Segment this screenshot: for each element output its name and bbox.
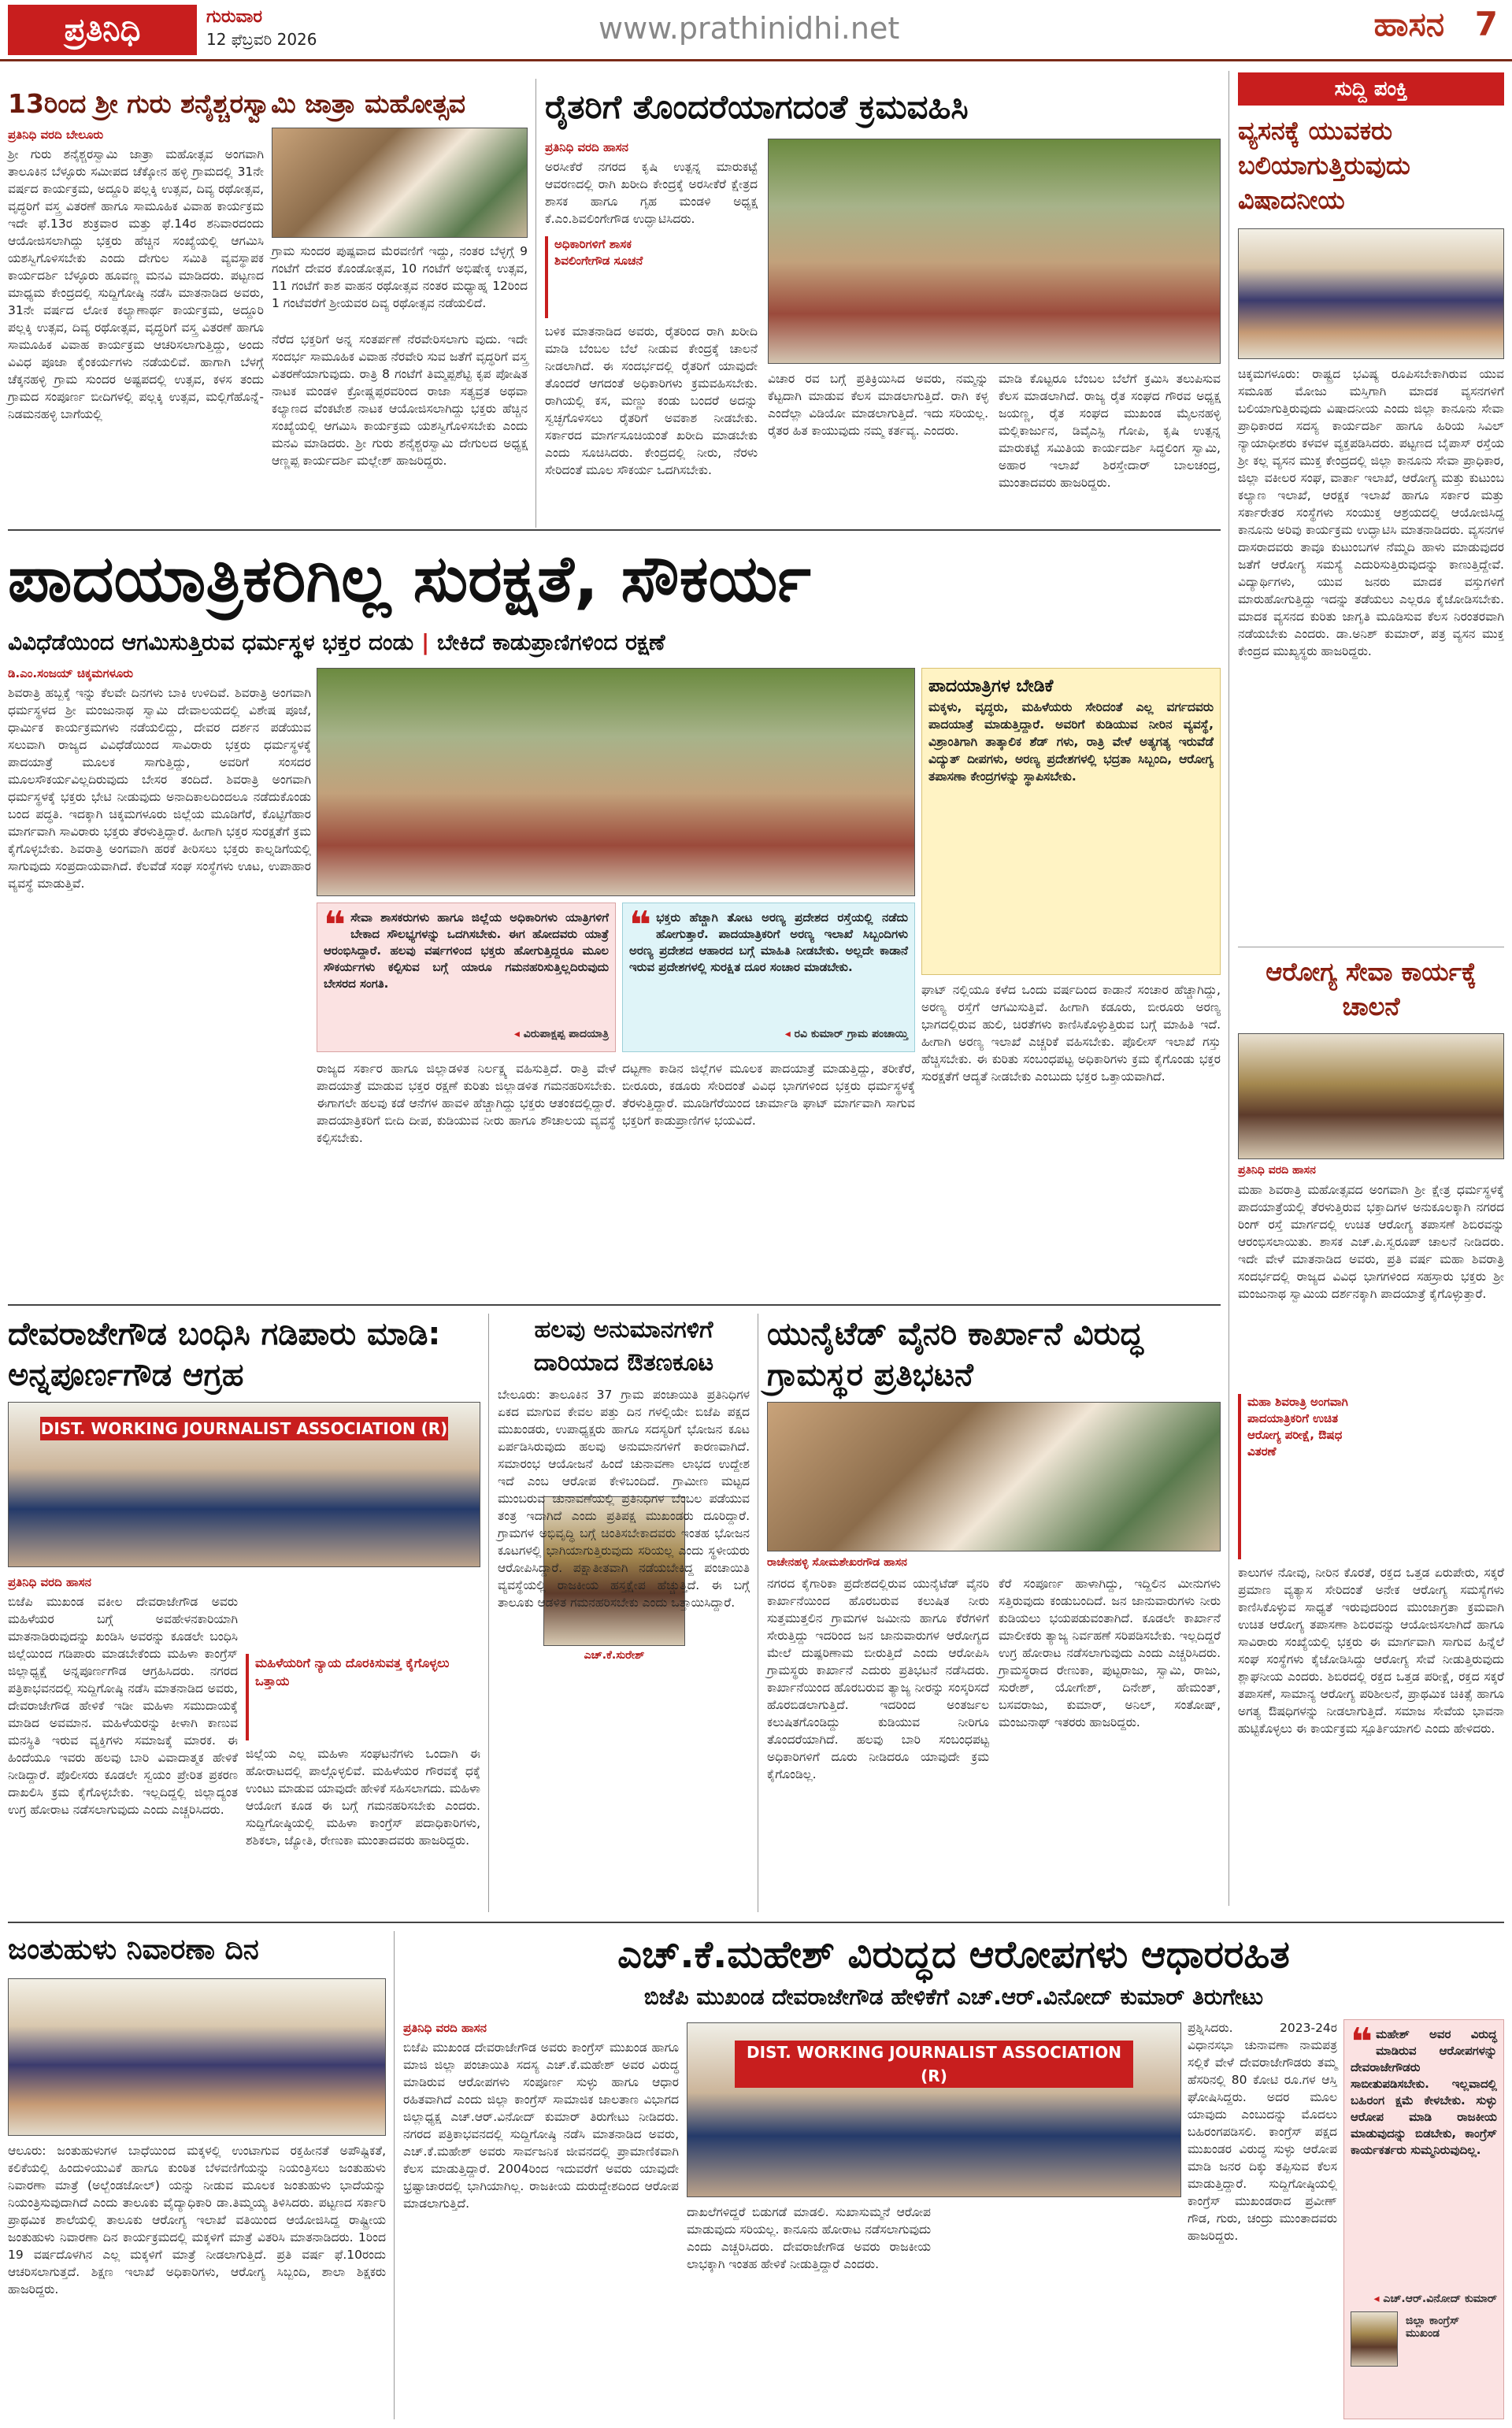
lead-quote1-sig: ◂ ವಿರುಪಾಕ್ಷಪ್ಪ ಪಾದಯಾತ್ರಿ bbox=[324, 1028, 609, 1040]
issue-date-text: 12 ಫೆಬ್ರವರಿ 2026 bbox=[206, 30, 317, 49]
story6-photo bbox=[767, 1402, 1221, 1551]
quote-mark-icon: ❝ bbox=[629, 903, 652, 947]
story8-text-a: ಬಿಜೆಪಿ ಮುಖಂಡ ದೇವರಾಜೇಗೌಡ ಅವರು ಕಾಂಗ್ರೆಸ್ ಮುಖಂಡ ಹಾಗೂ ಮಾಜಿ ಜಿಲ್ಲಾ ಪಂಚಾಯಿತಿ ಸದಸ್ಯ ಎಚ್.ಕೆ.ಮಹೇಶ್ ಅವರ ವಿರುದ್ಧ ಮಾಡಿರುವ ಆರೋಪಗಳು ಸಂಪೂರ್ಣ ಸುಳ್ಳು ಹಾಗೂ ಆಧಾರ ರಹಿತವಾಗಿದೆ ಎಂದು ಜಿಲ್ಲಾ ಕಾಂಗ್ರೆಸ್ ಸಾಮಾಜಿಕ ಜಾಲತಾಣ ವಿಭಾಗದ ಜಿಲ್ಲಾಧ್ಯಕ್ಷ ಎಚ್.ಆರ್.ವಿನೋದ್ ಕುಮಾರ್ ತಿರುಗೇಟು ನೀಡಿದರು. ನಗರದ ಪತ್ರಿಕಾಭವನದಲ್ಲಿ ಸುದ್ದಿಗೋಷ್ಠಿ ನಡೆಸಿ ಮಾತನಾಡಿದ ಅವರು, ಎಚ್.ಕೆ.ಮಹೇಶ್ ಅವರು ಸಾರ್ವಜನಿಕ ಜೀವನದಲ್ಲಿ ಪ್ರಾಮಾಣಿಕವಾಗಿ ಕೆಲಸ ಮಾಡುತ್ತಿದ್ದಾರೆ. 2004ರಿಂದ ಇದುವರೆಗೆ ಅವರು ಯಾವುದೇ ಭ್ರಷ್ಟಾಚಾರದಲ್ಲಿ ಭಾಗಿಯಾಗಿಲ್ಲ. ರಾಜಕೀಯ ದುರುದ್ದೇಶದಿಂದ ಆರೋಪ ಮಾಡಲಾಗುತ್ತಿದೆ. bbox=[403, 2041, 679, 2211]
lead-body-b: ರಾಜ್ಯದ ಸರ್ಕಾರ ಹಾಗೂ ಜಿಲ್ಲಾಡಳಿತ ನಿರ್ಲಕ್ಷ್ಯ ವಹಿಸುತ್ತಿದೆ. ರಾತ್ರಿ ವೇಳೆ ಪಾದಯಾತ್ರೆ ಮಾಡುವ ಭಕ್ತರ ರಕ್ಷಣೆ ಕುರಿತು ಜಿಲ್ಲಾಡಳಿತ ಗಮನಹರಿಸಬೇಕು. ಈಗಾಗಲೇ ಹಲವು ಕಡೆ ಆನೆಗಳ ಹಾವಳಿ ಹೆಚ್ಚಾಗಿದ್ದು ಭಕ್ತರು ಆತಂಕದಲ್ಲಿದ್ದಾರೆ. ಪಾದಯಾತ್ರಿಕರಿಗೆ ಬೀದಿ ದೀಪ, ಕುಡಿಯುವ ನೀರು ಹಾಗೂ ಶೌಚಾಲಯ ವ್ಯವಸ್ಥೆ ಕಲ್ಪಿಸಬೇಕು. bbox=[317, 1062, 616, 1145]
story5-title: ಹಲವು ಅನುಮಾನಗಳಿಗೆ ದಾರಿಯಾದ ಔತಣಕೂಟ bbox=[533, 1316, 714, 1377]
story6-body-b: ಕೆರೆ ಸಂಪೂರ್ಣ ಹಾಳಾಗಿದ್ದು, ಇದ್ದಿಲಿನ ಮೀನುಗಳು ಸತ್ತಿರುವುದು ಕಂಡುಬಂದಿದೆ. ಜನ ಜಾನುವಾರುಗಳು ನೀರು ಕುಡಿಯಲು ಭಯಪಡುವಂತಾಗಿದೆ. ಕೂಡಲೇ ಕಾರ್ಖಾನೆ ಮಾಲೀಕರು ತ್ಯಾಜ್ಯ ನಿರ್ವಹಣೆ ಸರಿಪಡಿಸಬೇಕು. ಇಲ್ಲದಿದ್ದರೆ ಉಗ್ರ ಹೋರಾಟ ನಡೆಸಲಾಗುವುದು ಎಂದು ಎಚ್ಚರಿಸಿದರು. ಗ್ರಾಮಸ್ಥರಾದ ರೇಣುಕಾ, ಪುಟ್ಟರಾಜು, ಸ್ವಾಮಿ, ರಾಜು, ಸುರೇಶ್, ಯೋಗೇಶ್, ದಿನೇಶ್, ಹೇಮಂತ್, ಬಸವರಾಜು, ಕುಮಾರ್, ಅನಿಲ್, ಸಂತೋಷ್, ಮಂಜುನಾಥ್ ಇತರರು ಹಾಜರಿದ್ದರು. bbox=[999, 1577, 1221, 1729]
story7-title: ಜಂತುಹುಳು ನಿವಾರಣಾ ದಿನ bbox=[8, 1933, 259, 1966]
story8-title: ಎಚ್.ಕೆ.ಮಹೇಶ್ ವಿರುದ್ಧದ ಆರೋಪಗಳು ಆಧಾರರಹಿತ bbox=[617, 1933, 1290, 1977]
lead-title: ಪಾದಯಾತ್ರಿಕರಿಗಿಲ್ಲ ಸುರಕ್ಷತೆ, ಸೌಕರ್ಯ bbox=[8, 542, 811, 617]
story8-quote-photo bbox=[1351, 2311, 1398, 2367]
story2-body-a bbox=[545, 139, 758, 230]
story5-body-b bbox=[498, 1670, 750, 1912]
lead-body-a bbox=[8, 665, 311, 1295]
story2-body-d: ಮಾಡಿ ಕೊಟ್ಟರೂ ಬೆಂಬಲ ಬೆಲೆಗೆ ಕ್ರಮಿಸಿ ತಲುಪಿಸುವ ಕೆಲಸ ಮಾಡಲಾಗಿದೆ. ರಾಜ್ಯ ರೈತ ಸಂಘದ ಗೌರವ ಅಧ್ಯಕ್ಷ ಜಯಣ್ಣ, ರೈತ ಸಂಘದ ಮುಖಂಡ ಮೈಲನಹಳ್ಳಿ ಮಲ್ಲಿಕಾರ್ಜುನ, ಡಿವೈಎಸ್ಪಿ ಗೋಪಿ, ಕೃಷಿ ಉತ್ಪನ್ನ ಮಾರುಕಟ್ಟೆ ಸಮಿತಿಯ ಕಾರ್ಯದರ್ಶಿ ಸಿದ್ಧಲಿಂಗ ಸ್ವಾಮಿ, ಅಹಾರ ಇಲಾಖೆ ಶಿರಸ್ತೇದಾರ್ ಬಾಲಚಂದ್ರ, ಮುಂತಾದವರು ಹಾಜರಿದ್ದರು. bbox=[999, 372, 1221, 490]
sidebar-pull-quote: ಮಹಾ ಶಿವರಾತ್ರಿ ಅಂಗವಾಗಿ ಪಾದಯಾತ್ರಿಕರಿಗೆ ಉಚಿತ ಆರೋಗ್ಯ ಪರೀಕ್ಷೆ, ಔಷಧ ವಿತರಣೆ bbox=[1238, 1394, 1356, 1559]
sidebar-heading: ಸುದ್ದಿ ಪಂಕ್ತಿ bbox=[1238, 72, 1504, 106]
story8-quote-role: ಜಿಲ್ಲಾ ಕಾಂಗ್ರೆಸ್ ಮುಖಂಡ bbox=[1406, 2315, 1460, 2340]
lead-demands-box bbox=[921, 668, 1221, 975]
story2-title: ರೈತರಿಗೆ ತೊಂದರೆಯಾಗದಂತೆ ಕ್ರಮವಹಿಸಿ bbox=[545, 87, 969, 126]
sidebar-caption2: ಪ್ರತಿನಿಧಿ ವರದಿ ಹಾಸನ bbox=[1238, 1164, 1316, 1177]
story8-body-a bbox=[403, 2019, 679, 2419]
story1-body-left bbox=[8, 126, 264, 520]
lead-demands-body: ಮಕ್ಕಳು, ವೃದ್ಧರು, ಮಹಿಳೆಯರು ಸೇರಿದಂತೆ ಎಲ್ಲ ವರ್ಗದವರು ಪಾದಯಾತ್ರೆ ಮಾಡುತ್ತಿದ್ದಾರೆ. ಅವರಿಗೆ ಕುಡಿಯುವ ನೀರಿನ ವ್ಯವಸ್ಥೆ, ವಿಶ್ರಾಂತಿಗಾಗಿ ತಾತ್ಕಾಲಿಕ ಶೆಡ್ ಗಳು, ರಾತ್ರಿ ವೇಳೆ ಅತ್ಯಗತ್ಯ ಇರುವೆಡೆ ವಿದ್ಯುತ್ ದೀಪಗಳು, ಅರಣ್ಯ ಪ್ರದೇಶಗಳಲ್ಲಿ ಭದ್ರತಾ ಸಿಬ್ಬಂದಿ, ಆರೋಗ್ಯ ತಪಾಸಣಾ ಕೇಂದ್ರಗಳನ್ನು ಸ್ಥಾಪಿಸಬೇಕು. bbox=[928, 700, 1214, 784]
lead-quote2: ಭಕ್ತರು ಹೆಚ್ಚಾಗಿ ತೋಟ ಅರಣ್ಯ ಪ್ರದೇಶದ ರಸ್ತೆಯಲ್ಲಿ ನಡೆದು ಹೋಗುತ್ತಾರೆ. ಪಾದಯಾತ್ರಿಕರಿಗೆ ಅರಣ್ಯ ಇಲಾಖೆ ಸಿಬ್ಬಂದಿಗಳು ಅರಣ್ಯ ಪ್ರದೇಶದ ಆಹಾರದ ಬಗ್ಗೆ ಮಾಹಿತಿ ನೀಡಬೇಕು. ಅಲ್ಲದೇ ಕಾಡಾನೆ ಇರುವ ಪ್ರದೇಶಗಳಲ್ಲಿ ಸುರಕ್ಷಿತ ದೂರ ಸಂಚಾರ ಮಾಡಬೇಕು. bbox=[629, 910, 908, 974]
lead-quote2-box bbox=[622, 903, 915, 1052]
lead-quote1-box bbox=[317, 903, 616, 1052]
story2-body-b: ಬಳಿಕ ಮಾತನಾಡಿದ ಅವರು, ರೈತರಿಂದ ರಾಗಿ ಖರೀದಿ ಮಾಡಿ ಬೆಂಬಲ ಬೆಲೆ ನೀಡುವ ಕೇಂದ್ರಕ್ಕೆ ಚಾಲನೆ ನೀಡಲಾಗಿದೆ. ಈ ಸಂದರ್ಭದಲ್ಲಿ ರೈತರಿಗೆ ಯಾವುದೇ ತೊಂದರೆ ಆಗದಂತೆ ಅಧಿಕಾರಿಗಳು ಕ್ರಮವಹಿಸಬೇಕು. ರಾಗಿಯಲ್ಲಿ ಕಸ, ಮಣ್ಣು ಕಂಡು ಬಂದರೆ ಅದನ್ನು ಸ್ವಚ್ಛಗೊಳಿಸಲು ರೈತರಿಗೆ ಅವಕಾಶ ನೀಡಬೇಕು. ಸರ್ಕಾರದ ಮಾರ್ಗಸೂಚಿಯಂತೆ ಖರೀದಿ ಮಾಡಬೇಕು ಎಂದು ಸೂಚಿಸಿದರು. ಕೇಂದ್ರದಲ್ಲಿ ನೀರು, ನೆರಳು ಸೇರಿದಂತೆ ಮೂಲ ಸೌಕರ್ಯ ಒದಗಿಸಬೇಕು. bbox=[545, 324, 758, 477]
issue-date bbox=[206, 6, 317, 50]
lead-demands-title: ಪಾದಯಾತ್ರಿಗಳ ಬೇಡಿಕೆ bbox=[928, 677, 1054, 696]
story5-body: ಬೇಲೂರು: ತಾಲೂಕಿನ 37 ಗ್ರಾಮ ಪಂಚಾಯಿತಿ ಪ್ರತಿನಿಧಿಗಳ ಏಕದ ಮಾಗುವ ಕೇವಲ ಪತ್ತು ದಿನ ಗಳಲ್ಲಿಯೇ ಬಿಜೆಪಿ ಪಕ್ಷದ ಮುಖಂಡರು, ಉಪಾಧ್ಯಕ್ಷರು ಹಾಗೂ ಸದಸ್ಯರಿಗೆ ಭೋಜನ ಕೂಟ ಏರ್ಪಡಿಸಿರುವುದು ಹಲವು ಅನುಮಾನಗಳಿಗೆ ಕಾರಣವಾಗಿದೆ. ಸಮಾರಂಭ ಆಯೋಜನೆ ಹಿಂದೆ ಚುನಾವಣಾ ಲಾಭದ ಉದ್ದೇಶ ಇದೆ ಎಂಬ ಆರೋಪ ಕೇಳಿಬಂದಿದೆ. ಗ್ರಾಮೀಣ ಮಟ್ಟದ ಮುಂಬರುವ ಚುನಾವಣೆಯಲ್ಲಿ ಪ್ರತಿನಿಧಿಗಳ ಬೆಂಬಲ ಪಡೆಯುವ ತಂತ್ರ ಇದಾಗಿದೆ ಎಂದು ಪ್ರತಿಪಕ್ಷ ಮುಖಂಡರು ದೂರಿದ್ದಾರೆ. ಗ್ರಾಮಗಳ ಅಭಿವೃದ್ಧಿ ಬಗ್ಗೆ ಚಿಂತಿಸಬೇಕಾದವರು ಇಂತಹ ಭೋಜನ ಕೂಟಗಳಲ್ಲಿ ಭಾಗಿಯಾಗುತ್ತಿರುವುದು ಸರಿಯಲ್ಲ ಎಂದು ಸ್ಥಳೀಯರು ಆರೋಪಿಸಿದ್ದಾರೆ. ಪಕ್ಷಾತೀತವಾಗಿ ನಡೆಯಬೇಕಿದ್ದ ಪಂಚಾಯಿತಿ ವ್ಯವಸ್ಥೆಯಲ್ಲಿ ರಾಜಕೀಯ ಹಸ್ತಕ್ಷೇಪ ಹೆಚ್ಚುತ್ತಿದೆ. ಈ ಬಗ್ಗೆ ತಾಲೂಕು ಆಡಳಿತ ಗಮನಹರಿಸಬೇಕು ಎಂದು ಒತ್ತಾಯಿಸಿದ್ದಾರೆ. bbox=[498, 1388, 750, 1610]
sidebar-photo1 bbox=[1238, 228, 1504, 359]
story8-body-b: ದಾಖಲೆಗಳಿದ್ದರೆ ಬಿಡುಗಡೆ ಮಾಡಲಿ. ಸುಖಾಸುಮ್ಮನೆ ಆರೋಪ ಮಾಡುವುದು ಸರಿಯಲ್ಲ. ಕಾನೂನು ಹೋರಾಟ ನಡೆಸಲಾಗುವುದು ಎಂದು ಎಚ್ಚರಿಸಿದರು. ದೇವರಾಜೇಗೌಡ ಅವರು ರಾಜಕೀಯ ಲಾಭಕ್ಕಾಗಿ ಇಂತಹ ಹೇಳಿಕೆ ನೀಡುತ್ತಿದ್ದಾರೆ ಎಂದರು. bbox=[687, 2205, 931, 2271]
story2-byline: ಪ್ರತಿನಿಧಿ ವರದಿ ಹಾಸನ bbox=[545, 140, 628, 154]
website-url[interactable]: www.prathinidhi.net bbox=[598, 11, 900, 46]
story8-body-b2 bbox=[937, 2204, 1181, 2419]
story8-quote: ಮಹೇಶ್ ಅವರ ವಿರುದ್ಧ ಮಾಡಿರುವ ಆರೋಪಗಳನ್ನು ದೇವರಾಜೇಗೌಡರು ಸಾಬೀತುಪಡಿಸಬೇಕು. ಇಲ್ಲವಾದಲ್ಲಿ ಬಹಿರಂಗ ಕ್ಷಮೆ ಕೇಳಬೇಕು. ಸುಳ್ಳು ಆರೋಪ ಮಾಡಿ ರಾಜಕೀಯ ಮಾಡುವುದನ್ನು ಬಿಡಬೇಕು, ಕಾಂಗ್ರೆಸ್ ಕಾರ್ಯಕರ್ತರು ಸುಮ್ಮನಿರುವುದಿಲ್ಲ. bbox=[1351, 2027, 1497, 2157]
story4-title: ದೇವರಾಜೇಗೌಡ ಬಂಧಿಸಿ ಗಡಿಪಾರು ಮಾಡಿ: ಅನ್ನಪೂರ್ಣಗೌಡ ಆಗ್ರಹ bbox=[8, 1316, 441, 1393]
page-label bbox=[1374, 5, 1498, 44]
column-divider-4 bbox=[394, 1931, 395, 2419]
story1-photo bbox=[272, 128, 528, 238]
sidebar-body3: ಕಾಲುಗಳ ನೋವು, ನೀರಿನ ಕೊರತೆ, ರಕ್ತದ ಒತ್ತಡ ಏರುಪೇರು, ಸಕ್ಕರೆ ಪ್ರಮಾಣ ವ್ಯತ್ಯಾಸ ಸೇರಿದಂತೆ ಅನೇಕ ಆರೋಗ್ಯ ಸಮಸ್ಯೆಗಳು ಕಾಣಿಸಿಕೊಳ್ಳುವ ಸಾಧ್ಯತೆ ಇರುವುದರಿಂದ ಮುಂಜಾಗ್ರತಾ ಕ್ರಮವಾಗಿ ಉಚಿತ ಆರೋಗ್ಯ ತಪಾಸಣಾ ಶಿಬಿರವನ್ನು ಆಯೋಜಿಸಲಾಗಿದೆ ಹಾಗೂ ಸಾವಿರಾರು ಸಂಖ್ಯೆಯಲ್ಲಿ ಭಕ್ತರು ಈ ಮಾರ್ಗವಾಗಿ ಸಾಗುವ ಹಿನ್ನೆಲೆ ಸಂಘ ಸಂಸ್ಥೆಗಳು ಕೈಜೋಡಿಸಿದ್ದು ಆರೋಗ್ಯ ಸೇವೆ ನೀಡುತ್ತಿರುವುದು ಶ್ಲಾಘನೀಯ ಎಂದರು. ಶಿಬಿರದಲ್ಲಿ ರಕ್ತದ ಒತ್ತಡ ಪರೀಕ್ಷೆ, ರಕ್ತದ ಸಕ್ಕರೆ ತಪಾಸಣೆ, ಸಾಮಾನ್ಯ ಆರೋಗ್ಯ ಪರಿಶೀಲನೆ, ಪ್ರಾಥಮಿಕ ಚಿಕಿತ್ಸೆ ಹಾಗೂ ಅಗತ್ಯ ಔಷಧಿಗಳನ್ನು ನೀಡಲಾಗುತ್ತಿದೆ. ಸಮಾಜ ಸೇವೆಯ ಭಾವನಾ ಹುಟ್ಟಿಕೊಳ್ಳಲು ಈ ಕಾರ್ಯಕ್ರಮ ಸ್ಪೂರ್ತಿಯಾಗಲಿ ಎಂದು ಹೇಳಿದರು. bbox=[1238, 1566, 1504, 1736]
quote-mark-icon: ❝ bbox=[324, 903, 346, 947]
story7-body: ಆಲೂರು: ಜಂತುಹುಳುಗಳ ಬಾಧೆಯಿಂದ ಮಕ್ಕಳಲ್ಲಿ ಉಂಟಾಗುವ ರಕ್ತಹೀನತೆ ಅಪೌಷ್ಟಿಕತೆ, ಕಲಿಕೆಯಲ್ಲಿ ಹಿಂದುಳಿಯುವಿಕೆ ಹಾಗೂ ಕುಂಠಿತ ಬೆಳವಣಿಗೆಯನ್ನು ನಿಯಂತ್ರಿಸಲು ಜಂತುಹುಳು ನಿವಾರಣಾ ಮಾತ್ರೆ (ಅಲ್ಬೆಂಡಜೋಲ್) ಯನ್ನು ನೀಡುವ ಮೂಲಕ ಜಂತುಹುಳು ಭಾದೆಯನ್ನು ನಿಯಂತ್ರಿಸುವುದಾಗಿದೆ ಎಂದು ತಾಲೂಕು ವೈದ್ಯಾಧಿಕಾರಿ ಡಾ.ತಿಮ್ಮಯ್ಯ ತಿಳಿಸಿದರು. ಪಟ್ಟಣದ ಸರ್ಕಾರಿ ಪ್ರಾಥಮಿಕ ಶಾಲೆಯಲ್ಲಿ ತಾಲೂಕು ಆರೋಗ್ಯ ಇಲಾಖೆ ವತಿಯಿಂದ ಆಯೋಜಿಸಿದ್ದ ರಾಷ್ಟ್ರೀಯ ಜಂತುಹುಳು ನಿವಾರಣಾ ದಿನ ಕಾರ್ಯಕ್ರಮದಲ್ಲಿ ಮಕ್ಕಳಿಗೆ ಮಾತ್ರೆ ವಿತರಿಸಿ ಮಾತನಾಡಿದರು. 1ರಿಂದ 19 ವರ್ಷದೊಳಗಿನ ಎಲ್ಲ ಮಕ್ಕಳಿಗೆ ಮಾತ್ರೆ ನೀಡಲಾಗುತ್ತಿದೆ. ಪ್ರತಿ ವರ್ಷ ಫೆ.10ರಂದು ಆಚರಿಸಲಾಗುತ್ತದೆ. ಶಿಕ್ಷಣ ಇಲಾಖೆ ಅಧಿಕಾರಿಗಳು, ಆರೋಗ್ಯ ಸಿಬ್ಬಂದಿ, ಶಾಲಾ ಶಿಕ್ಷಕರು ಹಾಜರಿದ್ದರು. bbox=[8, 2144, 386, 2296]
lead-photo bbox=[317, 668, 915, 896]
lead-top-rule bbox=[8, 529, 1221, 531]
story5-caption: ಎಚ್.ಕೆ.ಸುರೇಶ್ bbox=[584, 1649, 645, 1662]
page-number: 7 bbox=[1474, 5, 1498, 43]
story2-photo bbox=[768, 139, 1221, 364]
story4-byline: ಪ್ರತಿನಿಧಿ ವರದಿ ಹಾಸನ bbox=[8, 1575, 91, 1589]
sidebar-divider bbox=[1228, 71, 1229, 1906]
story1-body-right-a: ಗ್ರಾಮ ಸುಂದರ ಪುಷ್ಪವಾದ ಮೆರವಣಿಗೆ ಇದ್ದು, ನಂತರ ಬೆಳ್ಳಗ್ಗೆ 9 ಗಂಟೆಗೆ ದೇವರ ಕೊಂಡೋತ್ಸವ, 10 ಗಂಟೆಗೆ ಅಭಿಷೇಕ್ಕ ಉತ್ಸವ, 11 ಗಂಟೆಗೆ ಕಾಶ ವಾಹನ ರಥೋತ್ಸವ ನಂತರ ಮಧ್ಯಾಹ್ನ 12ರಿಂದ 1 ಗಂಟೆವರೆಗೆ ಶ್ರೀಯವರ ದಿವ್ಯ ರಥೋತ್ಸವ ನಡೆಯಲಿದೆ. bbox=[272, 244, 528, 310]
issue-day: ಗುರುವಾರ bbox=[206, 7, 263, 27]
story8-quote-sig: ◂ ಎಚ್.ಆರ್.ವಿನೋದ್ ಕುಮಾರ್ bbox=[1351, 2293, 1497, 2305]
story1-title: 13ರಿಂದ ಶ್ರೀ ಗುರು ಶನೈಶ್ಚರಸ್ವಾಮಿ ಜಾತ್ರಾ ಮಹೋತ್ಸವ bbox=[8, 88, 466, 119]
story8-body-c: ಪ್ರಶ್ನಿಸಿದರು. 2023-24ರ ವಿಧಾನಸಭಾ ಚುನಾವಣಾ ನಾಮಪತ್ರ ಸಲ್ಲಿಕೆ ವೇಳೆ ದೇವರಾಜೇಗೌಡರು ತಮ್ಮ ಹೆಸರಿನಲ್ಲಿ 80 ಕೋಟಿ ರೂ.ಗಳ ಆಸ್ತಿ ಘೋಷಿಸಿದ್ದರು. ಅದರ ಮೂಲ ಯಾವುದು ಎಂಬುದನ್ನು ಮೊದಲು ಬಹಿರಂಗಪಡಿಸಲಿ. ಕಾಂಗ್ರೆಸ್ ಪಕ್ಷದ ಮುಖಂಡರ ವಿರುದ್ಧ ಸುಳ್ಳು ಆರೋಪ ಮಾಡಿ ಜನರ ದಿಕ್ಕು ತಪ್ಪಿಸುವ ಕೆಲಸ ಮಾಡುತ್ತಿದ್ದಾರೆ. ಸುದ್ದಿಗೋಷ್ಠಿಯಲ್ಲಿ ಕಾಂಗ್ರೆಸ್ ಮುಖಂಡರಾದ ಪ್ರವೀಣ್ ಗೌಡ, ಗುರು, ಚಂದ್ರು ಮುಂತಾದವರು ಹಾಜರಿದ್ದರು. bbox=[1188, 2021, 1337, 2243]
lead-subtitle-sep: | bbox=[421, 629, 430, 655]
sidebar-photo2 bbox=[1238, 1033, 1504, 1159]
story4-banner: DIST. WORKING JOURNALIST ASSOCIATION (R) bbox=[40, 1417, 448, 1440]
story4-pull-quote: ಮಹಿಳೆಯರಿಗೆ ನ್ಯಾಯ ದೊರಕಿಸುವತ್ತ ಕೈಗೊಳ್ಳಲು ಒತ್ತಾಯ bbox=[246, 1654, 480, 1740]
lead-body-d: ಘಾಟ್ ನಲ್ಲಿಯೂ ಕಳೆದ ಒಂದು ವರ್ಷದಿಂದ ಕಾಡಾನೆ ಸಂಚಾರ ಹೆಚ್ಚಾಗಿದ್ದು, ಅರಣ್ಯ ರಸ್ತೆಗೆ ಆಗಮಿಸುತ್ತಿವೆ. ಹೀಗಾಗಿ ಕಡೂರು, ಬೀರೂರು ಅರಣ್ಯ ಭಾಗದಲ್ಲಿರುವ ಹುಲಿ, ಚಿರತೆಗಳು ಕಾಣಿಸಿಕೊಳ್ಳುತ್ತಿರುವ ಬಗ್ಗೆ ಮಾಹಿತಿ ಇದೆ. ಹೀಗಾಗಿ ಅರಣ್ಯ ಇಲಾಖೆ ಎಚ್ಚರಿಕೆ ವಹಿಸಬೇಕು. ಪೊಲೀಸ್ ಇಲಾಖೆ ಗಸ್ತು ಹೆಚ್ಚಿಸಬೇಕು. ಈ ಕುರಿತು ಸಂಬಂಧಪಟ್ಟ ಅಧಿಕಾರಿಗಳು ಕ್ರಮ ಕೈಗೊಂಡು ಭಕ್ತರ ಸುರಕ್ಷತೆಗೆ ಆದ್ಯತೆ ನೀಡಬೇಕು ಎಂಬುದು ಭಕ್ತರ ಒತ್ತಾಯವಾಗಿದೆ. bbox=[921, 983, 1221, 1084]
story8-subtitle: ಬಿಜೆಪಿ ಮುಖಂಡ ದೇವರಾಜೇಗೌಡ ಹೇಳಿಕೆಗೆ ಎಚ್.ಆರ್.ವಿನೋದ್ ಕುಮಾರ್ ತಿರುಗೇಟು bbox=[643, 1984, 1264, 2010]
lead-byline: ಡಿ.ಎಂ.ಸಂಜಯ್ ಚಿಕ್ಕಮಗಳೂರು bbox=[8, 666, 134, 680]
story2-text-a: ಅರಸೀಕೆರೆ ನಗರದ ಕೃಷಿ ಉತ್ಪನ್ನ ಮಾರುಕಟ್ಟೆ ಆವರಣದಲ್ಲಿ ರಾಗಿ ಖರೀದಿ ಕೇಂದ್ರಕ್ಕೆ ಅರಸೀಕೆರೆ ಕ್ಷೇತ್ರದ ಶಾಸಕ ಹಾಗೂ ಗೃಹ ಮಂಡಳಿ ಅಧ್ಯಕ್ಷ ಕೆ.ಎಂ.ಶಿವಲಿಂಗೇಗೌಡ ಉದ್ಘಾಟಿಸಿದರು. bbox=[545, 160, 758, 226]
story4-text: ಬಿಜೆಪಿ ಮುಖಂಡ ವಕೀಲ ದೇವರಾಜೇಗೌಡ ಅವರು ಮಹಿಳೆಯರ ಬಗ್ಗೆ ಅವಹೇಳನಕಾರಿಯಾಗಿ ಮಾತನಾಡಿರುವುದನ್ನು ಖಂಡಿಸಿ ಅವರನ್ನು ಕೂಡಲೇ ಬಂಧಿಸಿ ಜಿಲ್ಲೆಯಿಂದ ಗಡಿಪಾರು ಮಾಡಬೇಕೆಂದು ಮಹಿಳಾ ಕಾಂಗ್ರೆಸ್ ಜಿಲ್ಲಾಧ್ಯಕ್ಷೆ ಅನ್ನಪೂರ್ಣಗೌಡ ಆಗ್ರಹಿಸಿದರು. ನಗರದ ಪತ್ರಿಕಾಭವನದಲ್ಲಿ ಸುದ್ದಿಗೋಷ್ಠಿ ನಡೆಸಿ ಮಾತನಾಡಿದ ಅವರು, ದೇವರಾಜೇಗೌಡ ಹೇಳಿಕೆ ಇಡೀ ಮಹಿಳಾ ಸಮುದಾಯಕ್ಕೆ ಮಾಡಿದ ಅವಮಾನ. ಮಹಿಳೆಯರನ್ನು ಕೀಳಾಗಿ ಕಾಣುವ ಮನಸ್ಥಿತಿ ಇರುವ ವ್ಯಕ್ತಿಗಳು ಸಮಾಜಕ್ಕೆ ಮಾರಕ. ಈ ಹಿಂದೆಯೂ ಇವರು ಹಲವು ಬಾರಿ ವಿವಾದಾತ್ಮಕ ಹೇಳಿಕೆ ನೀಡಿದ್ದಾರೆ. ಪೊಲೀಸರು ಕೂಡಲೇ ಸ್ವಯಂ ಪ್ರೇರಿತ ಪ್ರಕರಣ ದಾಖಲಿಸಿ ಕ್ರಮ ಕೈಗೊಳ್ಳಬೇಕು. ಇಲ್ಲದಿದ್ದಲ್ಲಿ ಜಿಲ್ಲಾದ್ಯಂತ ಉಗ್ರ ಹೋರಾಟ ನಡೆಸಲಾಗುವುದು ಎಂದು ಎಚ್ಚರಿಸಿದರು. bbox=[8, 1595, 238, 1817]
city-name: ಹಾಸನ bbox=[1373, 5, 1445, 43]
story8-photo bbox=[687, 2022, 1181, 2197]
story1-body-right-b: ನೆರೆದ ಭಕ್ತರಿಗೆ ಅನ್ನ ಸಂತರ್ಪಣೆ ನೆರವೇರಿಸಲಾಗು ವುದು. ಇದೇ ಸಂದರ್ಭ ಸಾಮೂಹಿಕ ವಿವಾಹ ನೆರವೇರಿ ಸುವ ಜತೆಗೆ ವೃದ್ಧರಿಗೆ ವಸ್ತ್ರ ವಿತರಣೆಯಾಗುವುದು. ರಾತ್ರಿ 8 ಗಂಟೆಗೆ ತಿಮ್ಮಪ್ಪಶೆಟ್ಟಿ ಕೃಪ ಪೋಷಿತ ನಾಟಕ ಮಂಡಳಿ ಕ್ರೋಷ್ಣಪ್ಪರವರಿಂದ ರಾಜಾ ಸತ್ಯವ್ರತ ಅಥವಾ ಕಲ್ಯಾಣದ ವೆಂಕಟೇಶ ನಾಟಕ ಆಯೋಜಿಸಲಾಗಿದ್ದು ಭಕ್ತರು ಹೆಚ್ಚಿನ ಸಂಖ್ಯೆಯಲ್ಲಿ ಆಗಮಿಸಿ ಕಾರ್ಯಕ್ರಮ ಯಶಸ್ವಿಗೊಳಿಸಬೇಕು ಎಂದು ಮನವಿ ಮಾಡಿದರು. ಶ್ರೀ ಗುರು ಶನೈಶ್ಚರಸ್ವಾಮಿ ದೇಗುಲದ ಅಧ್ಯಕ್ಷ ಆಣ್ಣಪ್ಪ ಕಾರ್ಯದರ್ಶಿ ಮಲ್ಲೇಶ್ ಹಾಜರಿದ್ದರು. bbox=[272, 332, 528, 468]
story6-title: ಯುನೈಟೆಡ್ ವೈನರಿ ಕಾರ್ಖಾನೆ ವಿರುದ್ಧ ಗ್ರಾಮಸ್ಥರ ಪ್ರತಿಭಟನೆ bbox=[767, 1316, 1143, 1393]
lead-body-c: ದಟ್ಟಣಾ ಕಾಡಿನ ಜಿಲ್ಲೆಗಳ ಮೂಲಕ ಪಾದಯಾತ್ರೆ ಮಾಡುತ್ತಿದ್ದು, ತರೀಕೆರೆ, ಬೀರೂರು, ಕಡೂರು ಸೇರಿದಂತೆ ವಿವಿಧ ಭಾಗಗಳಿಂದ ಭಕ್ತರು ಧರ್ಮಸ್ಥಳಕ್ಕೆ ತೆರಳುತ್ತಿದ್ದಾರೆ. ಮೂಡಿಗೆರೆಯಿಂದ ಚಾರ್ಮಾಡಿ ಘಾಟ್ ಮಾರ್ಗವಾಗಿ ಸಾಗುವ ಭಕ್ತರಿಗೆ ಕಾಡುಪ್ರಾಣಿಗಳ ಭಯವಿದೆ. bbox=[622, 1062, 915, 1128]
story1-byline: ಪ್ರತಿನಿಧಿ ವರದಿ ಬೇಲೂರು bbox=[8, 128, 104, 142]
lead-quote2-sig: ◂ ರವಿ ಕುಮಾರ್ ಗ್ರಾಮ ಪಂಚಾಯ್ತಿ bbox=[629, 1028, 908, 1040]
story2-pull-quote: ಅಧಿಕಾರಿಗಳಿಗೆ ಶಾಸಕ ಶಿವಲಿಂಗೇಗೌಡ ಸೂಚನೆ bbox=[545, 236, 655, 318]
story6-body: ನಗರದ ಕೈಗಾರಿಕಾ ಪ್ರದೇಶದಲ್ಲಿರುವ ಯುನೈಟೆಡ್ ವೈನರಿ ಕಾರ್ಖಾನೆಯಿಂದ ಹೊರಬರುವ ಕಲುಷಿತ ನೀರು ಸುತ್ತಮುತ್ತಲಿನ ಗ್ರಾಮಗಳ ಜಮೀನು ಹಾಗೂ ಕೆರೆಗಳಿಗೆ ಸೇರುತ್ತಿದ್ದು ಇದರಿಂದ ಜನ ಜಾನುವಾರುಗಳ ಆರೋಗ್ಯದ ಮೇಲೆ ದುಷ್ಪರಿಣಾಮ ಬೀರುತ್ತಿದೆ ಎಂದು ಆರೋಪಿಸಿ ಗ್ರಾಮಸ್ಥರು ಕಾರ್ಖಾನೆ ಎದುರು ಪ್ರತಿಭಟನೆ ನಡೆಸಿದರು. ಕಾರ್ಖಾನೆಯಿಂದ ಹೊರಬರುವ ತ್ಯಾಜ್ಯ ನೀರನ್ನು ಸಂಸ್ಕರಿಸದೆ ಹೊರಬಿಡಲಾಗುತ್ತಿದೆ. ಇದರಿಂದ ಅಂತರ್ಜಲ ಕಲುಷಿತಗೊಂಡಿದ್ದು ಕುಡಿಯುವ ನೀರಿಗೂ ತೊಂದರೆಯಾಗಿದೆ. ಹಲವು ಬಾರಿ ಸಂಬಂಧಪಟ್ಟ ಅಧಿಕಾರಿಗಳಿಗೆ ದೂರು ನೀಡಿದರೂ ಯಾವುದೇ ಕ್ರಮ ಕೈಗೊಂಡಿಲ್ಲ. bbox=[767, 1577, 989, 1781]
story6-byline: ರಾಚೇನಹಳ್ಳಿ ಸೋಮಶೇಖರಗೌಡ ಹಾಸನ bbox=[767, 1556, 907, 1569]
lead-bottom-rule bbox=[8, 1304, 1221, 1306]
lead-subtitle bbox=[8, 627, 1221, 658]
story8-banner: DIST. WORKING JOURNALIST ASSOCIATION (R) bbox=[735, 2041, 1133, 2088]
lead-quote1: ಸೇವಾ ಶಾಸಕರುಗಳು ಹಾಗೂ ಜಿಲ್ಲೆಯ ಅಧಿಕಾರಿಗಳು ಯಾತ್ರಿಗಳಿಗೆ ಬೇಕಾದ ಸೌಲಭ್ಯಗಳನ್ನು ಒದಗಿಸಬೇಕು. ಈಗ ಹೋದವರು ಯಾತ್ರೆ ಆರಂಭಿಸಿದ್ದಾರೆ. ಹಲವು ವರ್ಷಗಳಿಂದ ಭಕ್ತರು ಹೋಗುತ್ತಿದ್ದರೂ ಮೂಲ ಸೌಕರ್ಯಗಳು ಕಲ್ಪಿಸುವ ಬಗ್ಗೆ ಯಾರೂ ಗಮನಹರಿಸುತ್ತಿಲ್ಲದಿರುವುದು ಬೇಸರದ ಸಂಗತಿ. bbox=[324, 910, 609, 991]
masthead-logo: ಪ್ರತಿನಿಧಿ bbox=[8, 5, 197, 55]
sidebar-title1: ವ್ಯಸನಕ್ಕೆ ಯುವಕರು ಬಲಿಯಾಗುತ್ತಿರುವುದು ವಿಷಾದನೀಯ bbox=[1238, 116, 1410, 215]
story8-quote-box bbox=[1343, 2019, 1504, 2419]
story4-body-b: ಜಿಲ್ಲೆಯ ಎಲ್ಲ ಮಹಿಳಾ ಸಂಘಟನೆಗಳು ಒಂದಾಗಿ ಈ ಹೋರಾಟದಲ್ಲಿ ಪಾಲ್ಗೊಳ್ಳಲಿವೆ. ಮಹಿಳೆಯರ ಗೌರವಕ್ಕೆ ಧಕ್ಕೆ ಉಂಟು ಮಾಡುವ ಯಾವುದೇ ಹೇಳಿಕೆ ಸಹಿಸಲಾಗದು. ಮಹಿಳಾ ಆಯೋಗ ಕೂಡ ಈ ಬಗ್ಗೆ ಗಮನಹರಿಸಬೇಕು ಎಂದರು. ಸುದ್ದಿಗೋಷ್ಠಿಯಲ್ಲಿ ಮಹಿಳಾ ಕಾಂಗ್ರೆಸ್ ಪದಾಧಿಕಾರಿಗಳು, ಶಶಿಕಲಾ, ಜ್ಯೋತಿ, ರೇಣುಕಾ ಮುಂತಾದವರು ಹಾಜರಿದ್ದರು. bbox=[246, 1747, 480, 1848]
sidebar-title2: ಆರೋಗ್ಯ ಸೇವಾ ಕಾರ್ಯಕ್ಕೆ ಚಾಲನೆ bbox=[1266, 957, 1477, 1021]
quote-mark-icon: ❝ bbox=[1351, 2020, 1373, 2064]
column-divider-2 bbox=[488, 1314, 489, 1912]
story7-photo bbox=[8, 1978, 386, 2136]
bottom-section-rule bbox=[8, 1922, 1504, 1923]
story1-text-left: ಶ್ರೀ ಗುರು ಶನೈಶ್ಚರಸ್ವಾಮಿ ಜಾತ್ರಾ ಮಹೋತ್ಸವ ಅಂಗವಾಗಿ ತಾಲೂಕಿನ ಬೆಳ್ಳೂರು ಸಮೀಪದ ಚೆಕ್ಕೋನ ಹಳ್ಳಿ ಗ್ರಾಮದಲ್ಲಿ 31ನೇ ವರ್ಷದ ಕಾರ್ಯಕ್ರಮ, ಅದ್ದೂರಿ ಪಲ್ಲಕ್ಕಿ ಉತ್ಸವ, ದಿವ್ಯ ರಥೋತ್ಸವ, ವೃದ್ಧರಿಗೆ ವಸ್ತ್ರ ವಿತರಣೆ ಹಾಗೂ ಸಾಮೂಹಿಕ ವಿವಾಹ ಕಾರ್ಯಕ್ರಮ ಇದೇ ಫೆ.13ರ ಶುಕ್ರವಾರ ಮತ್ತು ಫೆ.14ರ ಶನಿವಾರದಂದು ಆಯೋಜಿಸಲಾಗಿದ್ದು ಭಕ್ತರು ಹೆಚ್ಚಿನ ಸಂಖ್ಯೆಯಲ್ಲಿ ಆಗಮಿಸಿ ಯಶಸ್ವಿಗೊಳಿಸಬೇಕು ಎಂದು ದೇಗುಲ ಸಮಿತಿ ವ್ಯವಸ್ಥಾಪಕ ಕಾರ್ಯದರ್ಶಿ ಬೆಳ್ಳೂರು ಹೂವಣ್ಣ ಮನವಿ ಮಾಡಿದರು. ಪಟ್ಟಣದ ಮಾಧ್ಯಮ ಕೇಂದ್ರದಲ್ಲಿ ಸುದ್ದಿಗೋಷ್ಠಿ ನಡೆಸಿ ಮಾತನಾಡಿದ ಅವರು, 31ನೇ ವರ್ಷದ ಲೋಕ ಕಲ್ಯಾಣಾರ್ಥ ಕಾರ್ಯಕ್ರಮ, ಅದ್ದೂರಿ ಪಲ್ಲಕ್ಕಿ ಉತ್ಸವ, ದಿವ್ಯ ರಥೋತ್ಸವ, ವೃದ್ಧರಿಗೆ ವಸ್ತ್ರ ವಿತರಣೆ ಹಾಗೂ ಸಾಮೂಹಿಕ ವಿವಾಹ ಕಾರ್ಯಕ್ರಮ ಆಚರಿಸಲಾಗುತ್ತಿದ್ದು, ಅಂದು ವಿವಿಧ ಪೂಜಾ ಕೈಂಕರ್ಯಗಳು ನಡೆಯಲಿವೆ. ಹಾಗಾಗಿ ಬೆಳಗ್ಗೆ ಚೆಕ್ಕನಹಳ್ಳಿ ಗ್ರಾಮ ಸುಂದರ ಅಷ್ಟಪದಲ್ಲಿ ಉತ್ಸವ, ಕಳಸ ತಂದು ಗ್ರಾಮದ ಸಂಪೂರ್ಣ ಬೀದಿಗಳಲ್ಲಿ ಪಲ್ಲಕ್ಕಿ ಉತ್ಸವ, ಮಲ್ಲಿಗೆಹೊನ್ನೆ-ನಿಡಮನಹಳ್ಳಿ ಬಾಗೆಯಲ್ಲಿ bbox=[8, 147, 264, 421]
story4-body bbox=[8, 1574, 238, 1914]
lead-text-a: ಶಿವರಾತ್ರಿ ಹಬ್ಬಕ್ಕೆ ಇನ್ನು ಕೆಲವೇ ದಿನಗಳು ಬಾಕಿ ಉಳಿದಿವೆ. ಶಿವರಾತ್ರಿ ಅಂಗವಾಗಿ ಧರ್ಮಸ್ಥಳದ ಶ್ರೀ ಮಂಜುನಾಥ ಸ್ವಾಮಿ ದೇವಾಲಯದಲ್ಲಿ ವಿಶೇಷ ಪೂಜೆ, ಧಾರ್ಮಿಕ ಕಾರ್ಯಕ್ರಮಗಳು ನಡೆಯಲಿದ್ದು, ದೇವರ ದರ್ಶನ ಪಡೆಯುವ ಸಲುವಾಗಿ ರಾಜ್ಯದ ವಿವಿಧೆಡೆಯಿಂದ ಸಾವಿರಾರು ಭಕ್ತರು ಧರ್ಮಸ್ಥಳಕ್ಕೆ ಪಾದಯಾತ್ರೆ ಮೂಲಕ ಸಾಗುತ್ತಿದ್ದು, ಅವರಿಗೆ ಸಂಸದರ ಮೂಲಸೌಕರ್ಯವಿಲ್ಲದಿರುವುದು ಬೇಸರ ತಂದಿದೆ. ಶಿವರಾತ್ರಿ ಅಂಗವಾಗಿ ಧರ್ಮಸ್ಥಳಕ್ಕೆ ಭಕ್ತರು ಭೇಟಿ ನೀಡುವುದು ಅನಾದಿಕಾಲದಿಂದಲೂ ನಡೆದುಕೊಂಡು ಬಂದ ಪದ್ಧತಿ. ಇದಕ್ಕಾಗಿ ಚಿಕ್ಕಮಗಳೂರು ಜಿಲ್ಲೆಯ ಮೂಡಿಗೆರೆ, ಕೊಟ್ಟಿಗೆಹಾರ ಮಾರ್ಗವಾಗಿ ಸಾವಿರಾರು ಭಕ್ತರು ತೆರಳುತ್ತಿದ್ದಾರೆ. ಹೀಗಾಗಿ ಭಕ್ತರ ಸುರಕ್ಷತೆಗೆ ಕ್ರಮ ಕೈಗೊಳ್ಳಬೇಕು. ಶಿವರಾತ್ರಿ ಅಂಗವಾಗಿ ಹರಕೆ ತೀರಿಸಲು ಭಕ್ತರು ಕಾಲ್ನಡಿಗೆಯಲ್ಲಿ ಸಾಗುವುದು ಸಂಪ್ರದಾಯವಾಗಿದೆ. ಕೆಲವೆಡೆ ಸಂಘ ಸಂಸ್ಥೆಗಳು ಊಟ, ಉಪಾಹಾರ ವ್ಯವಸ್ಥೆ ಮಾಡುತ್ತಿವೆ. bbox=[8, 686, 311, 891]
lead-subtitle-b: ಬೇಕಿದೆ ಕಾಡುಪ್ರಾಣಿಗಳಿಂದ ರಕ್ಷಣೆ bbox=[436, 629, 665, 655]
story2-body-c: ವಿಚಾರ ರವ ಬಗ್ಗೆ ಪ್ರತಿಕ್ರಿಯಿಸಿದ ಅವರು, ನಮ್ಮನ್ನು ಕೆಟ್ಟದಾಗಿ ಮಾಡುವ ಕೆಲಸ ಮಾಡಲಾಗುತ್ತಿದೆ. ರಾಗಿ ಕಳ್ಳ ಎಂದೆಲ್ಲಾ ವಿಡಿಯೋ ಮಾಡಲಾಗುತ್ತಿದೆ. ಇದು ಸರಿಯಲ್ಲ. ರೈತರ ಹಿತ ಕಾಯುವುದು ನಮ್ಮ ಕರ್ತವ್ಯ. ಎಂದರು. bbox=[768, 372, 988, 438]
sidebar-body3a bbox=[1362, 1394, 1504, 1559]
story8-byline: ಪ್ರತಿನಿಧಿ ವರದಿ ಹಾಸನ bbox=[403, 2021, 487, 2035]
story4-photo bbox=[8, 1402, 480, 1567]
lead-subtitle-a: ವಿವಿಧೆಡೆಯಿಂದ ಆಗಮಿಸುತ್ತಿರುವ ಧರ್ಮಸ್ಥಳ ಭಕ್ತರ ದಂಡು bbox=[8, 629, 414, 655]
sidebar-body1: ಚಿಕ್ಕಮಗಳೂರು: ರಾಷ್ಟ್ರದ ಭವಿಷ್ಯ ರೂಪಿಸಬೇಕಾಗಿರುವ ಯುವ ಸಮೂಹ ಮೋಜು ಮಸ್ತಿಗಾಗಿ ಮಾದಕ ವ್ಯಸನಗಳಿಗೆ ಬಲಿಯಾಗುತ್ತಿರುವುದು ವಿಷಾದನೀಯ ಎಂದು ಜಿಲ್ಲಾ ಕಾನೂನು ಸೇವಾ ಪ್ರಾಧಿಕಾರದ ಸದಸ್ಯ ಕಾರ್ಯದರ್ಶಿ ಹಾಗೂ ಹಿರಿಯ ಸಿವಿಲ್ ನ್ಯಾಯಾಧೀಶರು ಕಳವಳ ವ್ಯಕ್ತಪಡಿಸಿದರು. ಪಟ್ಟಣದ ಬೈಪಾಸ್ ರಸ್ತೆಯ ಶ್ರೀ ಕಲ್ಲ ವ್ಯಸನ ಮುಕ್ತ ಕೇಂದ್ರದಲ್ಲಿ ಜಿಲ್ಲಾ ಕಾನೂನು ಸೇವಾ ಪ್ರಾಧಿಕಾರ, ಜಿಲ್ಲಾ ವಕೀಲರ ಸಂಘ, ವಾರ್ತಾ ಇಲಾಖೆ, ಆರೋಗ್ಯ ಮತ್ತು ಕುಟುಂಬ ಕಲ್ಯಾಣ ಇಲಾಖೆ, ಆರಕ್ಷಕ ಇಲಾಖೆ ಹಾಗೂ ಸರ್ಕಾರ ಮತ್ತು ಸರ್ಕಾರೇತರ ಸಂಸ್ಥೆಗಳು ಸಂಯುಕ್ತ ಆಶ್ರಯದಲ್ಲಿ ಆಯೋಜಿಸಿದ್ದ ಕಾನೂನು ಅರಿವು ಕಾರ್ಯಕ್ರಮ ಉದ್ಘಾಟಿಸಿ ಮಾತನಾಡಿದರು. ವ್ಯಸನಗಳ ದಾಸರಾದವರು ತಾವೂ ಕುಟುಂಬಗಳ ನೆಮ್ಮದಿ ಹಾಳು ಮಾಡುವುದರ ಜತೆಗೆ ಆರೋಗ್ಯ ಸಮಸ್ಯೆ ಎದುರಿಸುತ್ತಿರುವುದನ್ನು ಕಾಣುತ್ತಿದ್ದೇವೆ. ವಿದ್ಯಾರ್ಥಿಗಳು, ಯುವ ಜನರು ಮಾದಕ ವಸ್ತುಗಳಿಗೆ ಮಾರುಹೋಗುತ್ತಿದ್ದು ಇದನ್ನು ತಡೆಯಲು ಎಲ್ಲರೂ ಕೈಜೋಡಿಸಬೇಕು. ಮಾದಕ ವ್ಯಸನದ ಕುರಿತು ಜಾಗೃತಿ ಮೂಡಿಸುವ ಕೆಲಸ ನಿರಂತರವಾಗಿ ನಡೆಯಬೇಕು ಎಂದರು. ಡಾ.ಅನಿಶ್ ಕುಮಾರ್, ಪತ್ರ ವ್ಯಸನ ಮುಕ್ತ ಕೇಂದ್ರದ ಮುಖ್ಯಸ್ಥರು ಹಾಜರಿದ್ದರು. bbox=[1238, 367, 1504, 658]
sidebar-body2: ಮಹಾ ಶಿವರಾತ್ರಿ ಮಹೋತ್ಸವದ ಅಂಗವಾಗಿ ಶ್ರೀ ಕ್ಷೇತ್ರ ಧರ್ಮಸ್ಥಳಕ್ಕೆ ಪಾದಯಾತ್ರೆಯಲ್ಲಿ ತೆರಳುತ್ತಿರುವ ಭಕ್ತಾದಿಗಳ ಅನುಕೂಲಕ್ಕಾಗಿ ನಗರದ ರಿಂಗ್ ರಸ್ತೆ ಮಾರ್ಗದಲ್ಲಿ ಉಚಿತ ಆರೋಗ್ಯ ತಪಾಸಣೆ ಶಿಬಿರವನ್ನು ಆರಂಭಿಸಲಾಯಿತು. ಶಾಸಕ ಎಚ್.ಪಿ.ಸ್ವರೂಪ್ ಚಾಲನೆ ನೀಡಿದರು. ಇದೇ ವೇಳೆ ಮಾತನಾಡಿದ ಅವರು, ಪ್ರತಿ ವರ್ಷ ಮಹಾ ಶಿವರಾತ್ರಿ ಸಂದರ್ಭದಲ್ಲಿ ರಾಜ್ಯದ ವಿವಿಧ ಭಾಗಗಳಿಂದ ಸಹಸ್ರಾರು ಭಕ್ತರು ಶ್ರೀ ಮಂಜುನಾಥ ಸ್ವಾಮಿಯ ದರ್ಶನಕ್ಕಾಗಿ ಪಾದಯಾತ್ರೆ ಕೈಗೊಳ್ಳುತ್ತಾರೆ. bbox=[1238, 1183, 1504, 1301]
